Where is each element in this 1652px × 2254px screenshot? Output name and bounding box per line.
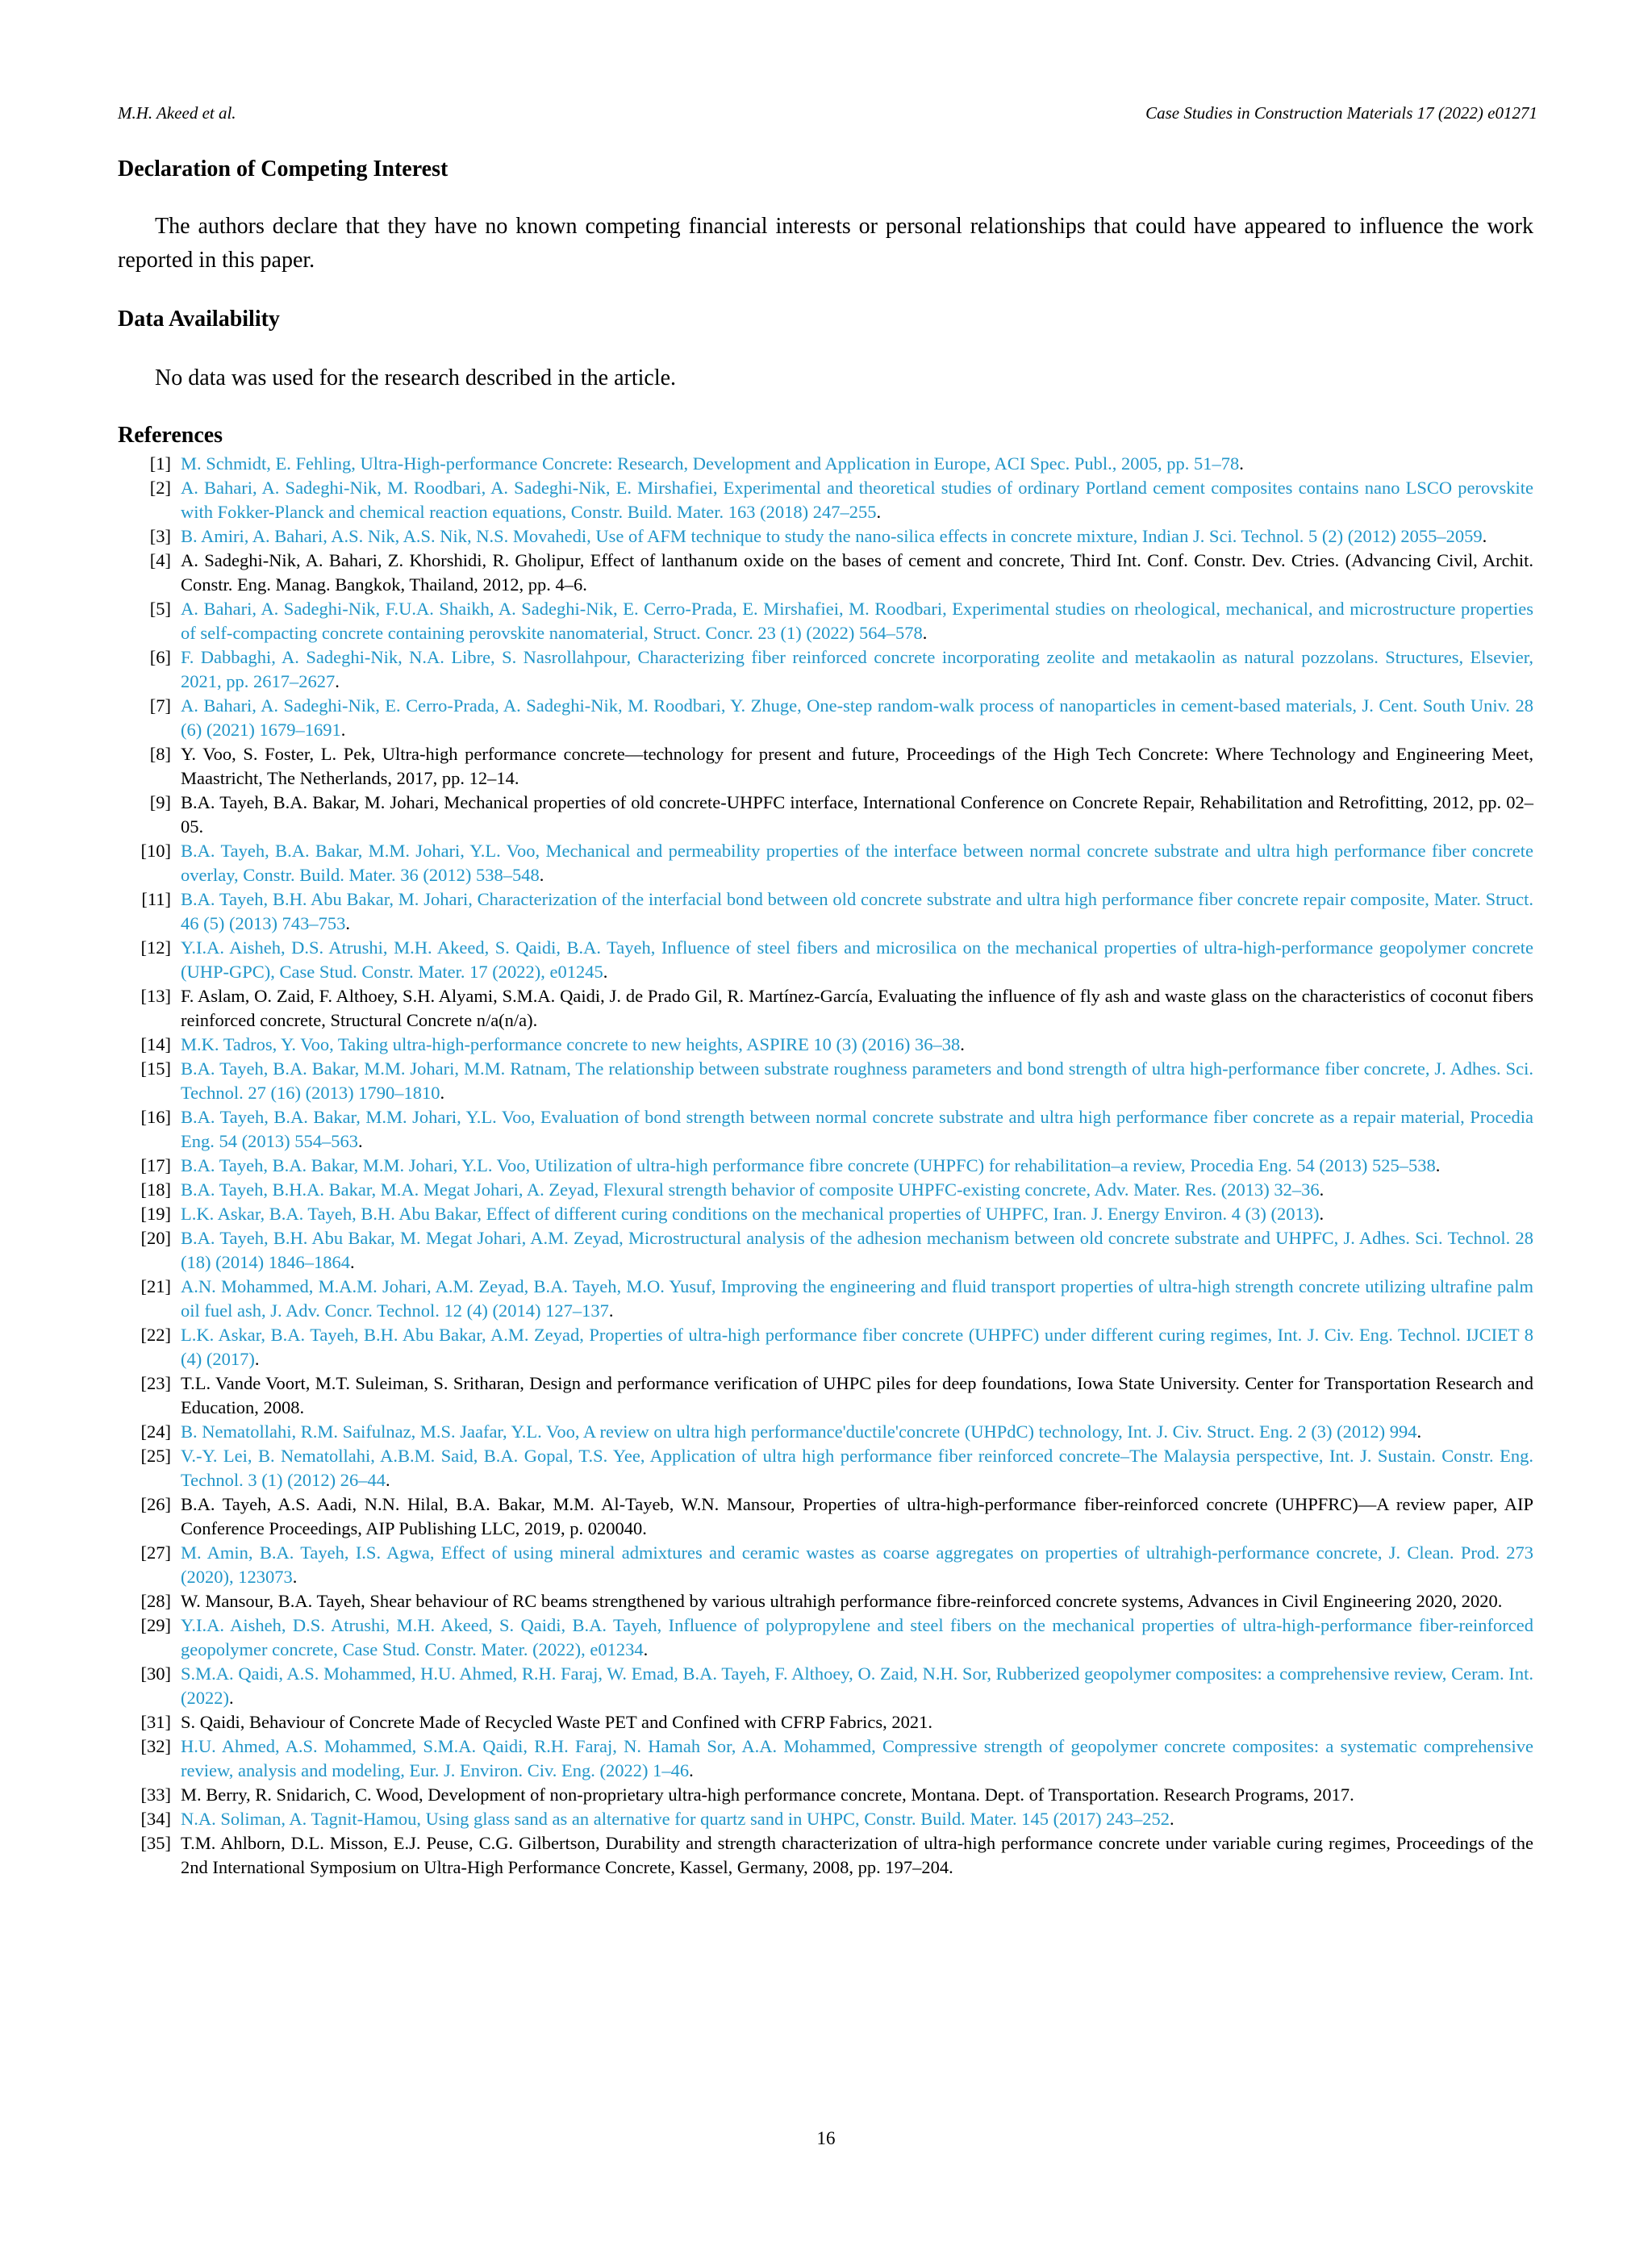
reference-text: S. Qaidi, Behaviour of Concrete Made of Recycled Waste PET and Confined with CFRP Fabrics, 2021.	[181, 1712, 933, 1732]
reference-number: [29]	[140, 1615, 171, 1635]
reference-number: [5]	[149, 599, 171, 619]
reference-number: [22]	[140, 1325, 171, 1345]
competing-interest-section	[118, 153, 1533, 278]
reference-text: W. Mansour, B.A. Tayeh, Shear behaviour of RC beams strengthened by various ultrahigh performance fibre-reinforced concrete systems, Advances in Civil Engineering 2020, 2020.	[181, 1591, 1503, 1611]
reference-period: .	[689, 1760, 694, 1780]
reference-number: [2]	[149, 478, 171, 498]
reference-link[interactable]: B.A. Tayeh, B.H. Abu Bakar, M. Johari, Characterization of the interfacial bond between old concrete substrate and ultra high performance fiber concrete repair composite, Mater. Struct. 46 (5) (2013) 743–753	[181, 889, 1533, 933]
data-availability-section	[118, 303, 1533, 395]
reference-period: .	[608, 1300, 614, 1321]
reference-number: [30]	[140, 1663, 171, 1684]
reference-item[interactable]	[118, 452, 1533, 476]
competing-interest-heading: Declaration of Competing Interest	[118, 157, 448, 182]
reference-list	[118, 452, 1533, 1880]
reference-period: .	[960, 1034, 965, 1054]
reference-link[interactable]: H.U. Ahmed, A.S. Mohammed, S.M.A. Qaidi, R.H. Faraj, N. Hamah Sor, A.A. Mohammed, Compressive strength of geopolymer concrete composites: a systematic comprehensive review, analysis and modeling, Eur. J. Environ. Civ. Eng. (2022) 1–46	[181, 1736, 1533, 1780]
reference-item[interactable]	[118, 597, 1533, 645]
reference-item[interactable]	[118, 1154, 1533, 1178]
page-number: 16	[816, 2128, 836, 2148]
reference-period: .	[340, 720, 346, 740]
reference-text: T.M. Ahlborn, D.L. Misson, E.J. Peuse, C.G. Gilbertson, Durability and strength characterization of ultra-high performance concrete under variable curing regimes, Proceedings of the 2nd International Symposium on Ultra-High Performance Concrete, Kassel, Germany, 2008, pp. 197–204.	[181, 1833, 1533, 1877]
reference-link[interactable]: Y.I.A. Aisheh, D.S. Atrushi, M.H. Akeed, S. Qaidi, B.A. Tayeh, Influence of steel fibers and microsilica on the mechanical properties of ultra-high-performance geopolymer concrete (UHP-GPC), Case Stud. Constr. Mater. 17 (2022), e01245	[181, 937, 1533, 982]
reference-number: [21]	[140, 1276, 171, 1296]
reference-link[interactable]: Y.I.A. Aisheh, D.S. Atrushi, M.H. Akeed, S. Qaidi, B.A. Tayeh, Influence of polypropylene and steel fibers on the mechanical properties of ultra-high-performance fiber-reinforced geopolymer concrete, Case Stud. Constr. Mater. (2022), e01234	[181, 1615, 1533, 1659]
reference-item[interactable]	[118, 694, 1533, 742]
reference-number: [1]	[149, 453, 171, 474]
reference-item[interactable]	[118, 1057, 1533, 1105]
reference-period: .	[335, 671, 340, 691]
reference-item[interactable]	[118, 1734, 1533, 1783]
reference-link[interactable]: M. Amin, B.A. Tayeh, I.S. Agwa, Effect of using mineral admixtures and ceramic wastes as coarse aggregates on properties of ultrahigh-performance concrete, J. Clean. Prod. 273 (2020), 123073	[181, 1542, 1533, 1587]
reference-item[interactable]	[118, 1226, 1533, 1275]
reference-period: .	[357, 1131, 363, 1151]
reference-item[interactable]	[118, 476, 1533, 524]
reference-link[interactable]: V.-Y. Lei, B. Nematollahi, A.B.M. Said, B.A. Gopal, T.S. Yee, Application of ultra high performance fiber reinforced concrete–The Malaysia perspective, Int. J. Sustain. Constr. Eng. Technol. 3 (1) (2012) 26–44	[181, 1446, 1533, 1490]
reference-number: [11]	[141, 889, 171, 909]
reference-period: .	[539, 865, 544, 885]
reference-number: [20]	[140, 1228, 171, 1248]
reference-number: [18]	[140, 1179, 171, 1200]
reference-text: B.A. Tayeh, B.A. Bakar, M. Johari, Mechanical properties of old concrete-UHPFC interface, International Conference on Concrete Repair, Rehabilitation and Retrofitting, 2012, pp. 02–05.	[181, 792, 1533, 837]
reference-number: [8]	[149, 744, 171, 764]
reference-item[interactable]	[118, 1275, 1533, 1323]
reference-item	[118, 1783, 1533, 1807]
reference-link[interactable]: B.A. Tayeh, B.A. Bakar, M.M. Johari, M.M. Ratnam, The relationship between substrate roughness parameters and bond strength of ultra high-performance fiber concrete, J. Adhes. Sci. Technol. 27 (16) (2013) 1790–1810	[181, 1058, 1533, 1103]
page-content	[118, 153, 1533, 1880]
reference-period: .	[1482, 526, 1487, 546]
reference-period: .	[1319, 1179, 1325, 1200]
reference-number: [13]	[140, 986, 171, 1006]
reference-period: .	[349, 1252, 355, 1272]
reference-link[interactable]: S.M.A. Qaidi, A.S. Mohammed, H.U. Ahmed, R.H. Faraj, W. Emad, B.A. Tayeh, F. Althoey, O. Zaid, N.H. Sor, Rubberized geopolymer composites: a comprehensive review, Ceram. Int. (2022)	[181, 1663, 1533, 1708]
reference-link[interactable]: B.A. Tayeh, B.A. Bakar, M.M. Johari, Y.L. Voo, Evaluation of bond strength between normal concrete substrate and ultra high performance fiber concrete as a repair material, Procedia Eng. 54 (2013) 554–563	[181, 1107, 1533, 1151]
reference-link[interactable]: A.N. Mohammed, M.A.M. Johari, A.M. Zeyad, B.A. Tayeh, M.O. Yusuf, Improving the engineering and fluid transport properties of ultra-high strength concrete utilizing ultrafine palm oil fuel ash, J. Adv. Concr. Technol. 12 (4) (2014) 127–137	[181, 1276, 1533, 1321]
reference-link[interactable]: M.K. Tadros, Y. Voo, Taking ultra-high-performance concrete to new heights, ASPIRE 10 (3) (2016) 36–38	[181, 1034, 961, 1054]
reference-link[interactable]: N.A. Soliman, A. Tagnit-Hamou, Using glass sand as an alternative for quartz sand in UHPC, Constr. Build. Mater. 145 (2017) 243–252	[181, 1809, 1170, 1829]
data-availability-heading: Data Availability	[118, 307, 280, 332]
reference-text: B.A. Tayeh, A.S. Aadi, N.N. Hilal, B.A. Bakar, M.M. Al-Tayeb, W.N. Mansour, Properties of ultra-high-performance fiber-reinforced concrete (UHPFRC)—A review paper, AIP Conference Proceedings, AIP Publishing LLC, 2019, p. 020040.	[181, 1494, 1533, 1538]
reference-link[interactable]: A. Bahari, A. Sadeghi-Nik, E. Cerro-Prada, A. Sadeghi-Nik, M. Roodbari, Y. Zhuge, One-step random-walk process of nanoparticles in cement-based materials, J. Cent. South Univ. 28 (6) (2021) 1679–1691	[181, 695, 1533, 740]
reference-number: [15]	[140, 1058, 171, 1079]
reference-number: [23]	[140, 1373, 171, 1393]
reference-item[interactable]	[118, 1033, 1533, 1057]
reference-link[interactable]: A. Bahari, A. Sadeghi-Nik, M. Roodbari, A. Sadeghi-Nik, E. Mirshafiei, Experimental and theoretical studies of ordinary Portland cement composites contains nano LSCO perovskite with Fokker-Planck and chemical reaction equations, Constr. Build. Mater. 163 (2018) 247–255	[181, 478, 1533, 522]
reference-link[interactable]: B. Amiri, A. Bahari, A.S. Nik, A.S. Nik, N.S. Movahedi, Use of AFM technique to study the nano-silica effects in concrete mixture, Indian J. Sci. Technol. 5 (2) (2012) 2055–2059	[181, 526, 1483, 546]
reference-number: [31]	[140, 1712, 171, 1732]
reference-number: [16]	[140, 1107, 171, 1127]
reference-item	[118, 1371, 1533, 1420]
reference-number: [19]	[140, 1204, 171, 1224]
data-availability-text: No data was used for the research described in the article.	[155, 365, 677, 390]
reference-number: [3]	[149, 526, 171, 546]
reference-text: Y. Voo, S. Foster, L. Pek, Ultra-high performance concrete—technology for present and future, Proceedings of the High Tech Concrete: Where Technology and Engineering Meet, Maastricht, The Netherlands, 2017, pp. 12–14.	[181, 744, 1533, 788]
reference-period: .	[229, 1688, 234, 1708]
reference-item	[118, 549, 1533, 597]
reference-number: [12]	[140, 937, 171, 958]
reference-number: [9]	[149, 792, 171, 812]
reference-text: T.L. Vande Voort, M.T. Suleiman, S. Sritharan, Design and performance verification of UHPC piles for deep foundations, Iowa State University. Center for Transportation Research and Education, 2008.	[181, 1373, 1533, 1417]
reference-number: [7]	[149, 695, 171, 716]
reference-link[interactable]: B.A. Tayeh, B.H. Abu Bakar, M. Megat Johari, A.M. Zeyad, Microstructural analysis of the adhesion mechanism between old concrete substrate and UHPFC, J. Adhes. Sci. Technol. 28 (18) (2014) 1846–1864	[181, 1228, 1533, 1272]
reference-number: [25]	[140, 1446, 171, 1466]
reference-text: F. Aslam, O. Zaid, F. Althoey, S.H. Alyami, S.M.A. Qaidi, J. de Prado Gil, R. Martínez-García, Evaluating the influence of fly ash and waste glass on the characteristics of coconut fibers reinforced concrete, Structural Concrete n/a(n/a).	[181, 986, 1533, 1030]
reference-number: [26]	[140, 1494, 171, 1514]
references-heading: References	[118, 423, 223, 448]
reference-period: .	[876, 502, 882, 522]
reference-period: .	[1435, 1155, 1441, 1175]
reference-item[interactable]	[118, 1613, 1533, 1662]
reference-link[interactable]: L.K. Askar, B.A. Tayeh, B.H. Abu Bakar, A.M. Zeyad, Properties of ultra-high performance fiber concrete (UHPFC) under different curing regimes, Int. J. Civ. Eng. Technol. IJCIET 8 (4) (2017)	[181, 1325, 1533, 1369]
reference-link[interactable]: A. Bahari, A. Sadeghi-Nik, F.U.A. Shaikh, A. Sadeghi-Nik, E. Cerro-Prada, E. Mirshafiei, M. Roodbari, Experimental studies on rheological, mechanical, and microstructure properties of self-compacting concrete containing perovskite nanomaterial, Struct. Concr. 23 (1) (2022) 564–578	[181, 599, 1533, 643]
reference-item	[118, 1589, 1533, 1613]
reference-link[interactable]: M. Schmidt, E. Fehling, Ultra-High-performance Concrete: Research, Development and Application in Europe, ACI Spec. Publ., 2005, pp. 51–78	[181, 453, 1240, 474]
reference-period: .	[1239, 453, 1244, 474]
reference-period: .	[1170, 1809, 1174, 1829]
reference-number: [35]	[140, 1833, 171, 1853]
reference-item[interactable]	[118, 839, 1533, 887]
reference-number: [14]	[140, 1034, 171, 1054]
reference-text: A. Sadeghi-Nik, A. Bahari, Z. Khorshidi, R. Gholipur, Effect of lanthanum oxide on the bases of cement and concrete, Third Int. Conf. Constr. Dev. Ctries. (Advancing Civil, Archit. Constr. Eng. Manag. Bangkok, Thailand, 2012, pp. 4–6.	[181, 550, 1533, 595]
reference-link[interactable]: B.A. Tayeh, B.H.A. Bakar, M.A. Megat Johari, A. Zeyad, Flexural strength behavior of composite UHPFC-existing concrete, Adv. Mater. Res. (2013) 32–36	[181, 1179, 1320, 1200]
reference-number: [33]	[140, 1784, 171, 1805]
reference-period: .	[603, 962, 608, 982]
reference-item	[118, 1710, 1533, 1734]
reference-number: [10]	[140, 841, 171, 861]
reference-item[interactable]	[118, 645, 1533, 694]
reference-item[interactable]	[118, 1323, 1533, 1371]
reference-link[interactable]: F. Dabbaghi, A. Sadeghi-Nik, N.A. Libre, S. Nasrollahpour, Characterizing fiber reinforced concrete incorporating zeolite and metakaolin as natural pozzolans. Structures, Elsevier, 2021, pp. 2617–2627	[181, 647, 1533, 691]
reference-period: .	[440, 1083, 445, 1103]
reference-number: [27]	[140, 1542, 171, 1563]
reference-link[interactable]: L.K. Askar, B.A. Tayeh, B.H. Abu Bakar, Effect of different curing conditions on the mechanical properties of UHPFC, Iran. J. Energy Environ. 4 (3) (2013)	[181, 1204, 1320, 1224]
reference-link[interactable]: B.A. Tayeh, B.A. Bakar, M.M. Johari, Y.L. Voo, Utilization of ultra-high performance fibre concrete (UHPFC) for rehabilitation–a review, Procedia Eng. 54 (2013) 525–538	[181, 1155, 1436, 1175]
reference-period: .	[292, 1567, 298, 1587]
reference-number: [4]	[149, 550, 171, 570]
reference-number: [17]	[140, 1155, 171, 1175]
running-header-journal: Case Studies in Construction Materials 17 (2022) e01271	[1145, 103, 1537, 123]
reference-number: [6]	[149, 647, 171, 667]
reference-item	[118, 984, 1533, 1033]
reference-number: [32]	[140, 1736, 171, 1756]
reference-link[interactable]: B.A. Tayeh, B.A. Bakar, M.M. Johari, Y.L. Voo, Mechanical and permeability properties of the interface between normal concrete substrate and ultra high performance fiber concrete overlay, Constr. Build. Mater. 36 (2012) 538–548	[181, 841, 1533, 885]
reference-link[interactable]: B. Nematollahi, R.M. Saifulnaz, M.S. Jaafar, Y.L. Voo, A review on ultra high performance'ductile'concrete (UHPdC) technology, Int. J. Civ. Struct. Eng. 2 (3) (2012) 994	[181, 1421, 1417, 1442]
reference-item[interactable]	[118, 887, 1533, 936]
reference-text: M. Berry, R. Snidarich, C. Wood, Development of non-proprietary ultra-high performance concrete, Montana. Dept. of Transportation. Research Programs, 2017.	[181, 1784, 1354, 1805]
running-header-authors: M.H. Akeed et al.	[118, 103, 236, 123]
reference-period: .	[1416, 1421, 1422, 1442]
reference-item[interactable]	[118, 1807, 1533, 1831]
reference-item[interactable]	[118, 1420, 1533, 1444]
reference-item	[118, 742, 1533, 791]
reference-period: .	[1319, 1204, 1325, 1224]
reference-number: [34]	[140, 1809, 171, 1829]
reference-period: .	[643, 1639, 649, 1659]
reference-item	[118, 1831, 1533, 1880]
competing-interest-text: The authors declare that they have no known competing financial interests or personal relationships that could have appeared to influence the work reported in this paper.	[118, 214, 1533, 273]
reference-period: .	[345, 913, 350, 933]
reference-number: [24]	[140, 1421, 171, 1442]
reference-item[interactable]	[118, 936, 1533, 984]
reference-item[interactable]	[118, 1662, 1533, 1710]
reference-period: .	[386, 1470, 390, 1490]
reference-item[interactable]	[118, 1105, 1533, 1154]
reference-item[interactable]	[118, 1202, 1533, 1226]
reference-item	[118, 791, 1533, 839]
reference-item[interactable]	[118, 1541, 1533, 1589]
reference-item[interactable]	[118, 1444, 1533, 1492]
references-section	[118, 419, 1533, 1880]
reference-item	[118, 1492, 1533, 1541]
reference-number: [28]	[140, 1591, 171, 1611]
reference-item[interactable]	[118, 524, 1533, 549]
reference-item[interactable]	[118, 1178, 1533, 1202]
reference-period: .	[922, 623, 928, 643]
reference-period: .	[254, 1349, 260, 1369]
